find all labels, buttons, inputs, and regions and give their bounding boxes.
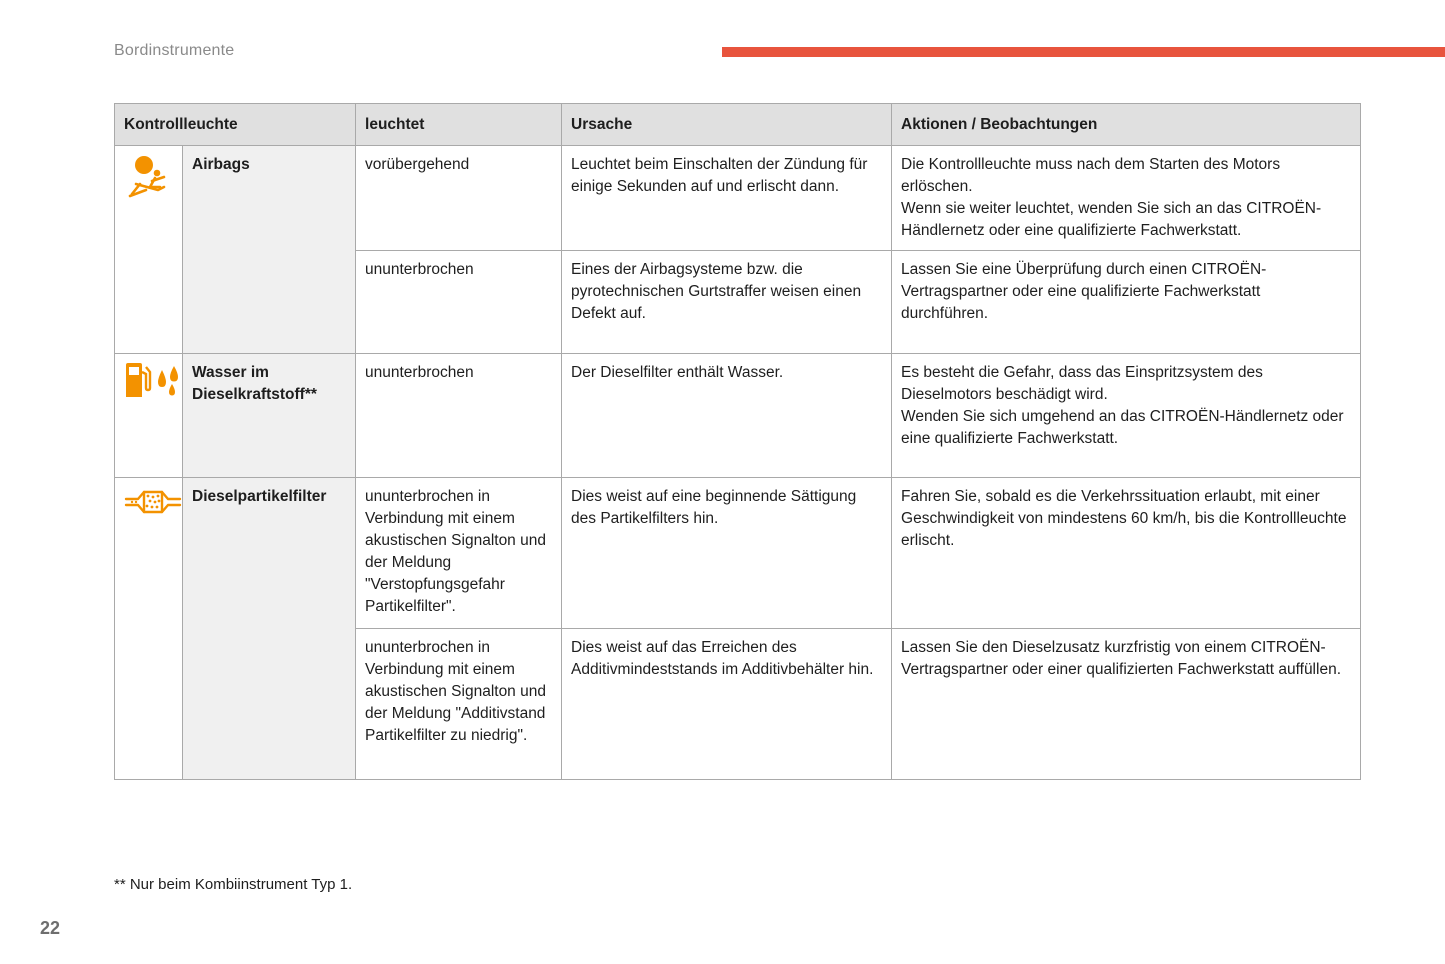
aktionen-cell: Die Kontrollleuchte muss nach dem Starten des Motors erlöschen. Wenn sie weiter leuchtet, wenden Sie sich an das CITROËN-Händlernetz oder eine qualifizierte Fachwerkstatt. <box>892 146 1361 251</box>
water-in-fuel-icon-cell <box>115 354 183 478</box>
section-title: Bordinstrumente <box>114 42 235 59</box>
particle-filter-icon <box>124 486 182 518</box>
footnote: ** Nur beim Kombiinstrument Typ 1. <box>114 876 353 893</box>
leuchtet-cell: ununterbrochen in Verbindung mit einem akustischen Signalton und der Meldung "Verstopfungsgefahr Partikelfilter". <box>356 478 562 629</box>
column-header-kontrollleuchte: Kontrollleuchte <box>115 104 356 146</box>
aktionen-cell: Lassen Sie eine Überprüfung durch einen CITROËN-Vertragspartner oder eine qualifizierte Fachwerkstatt durchführen. <box>892 251 1361 354</box>
column-header-leuchtet: leuchtet <box>356 104 562 146</box>
page-number: 22 <box>40 918 61 938</box>
warning-lights-table <box>114 103 1361 780</box>
ursache-cell: Dies weist auf eine beginnende Sättigung des Partikelfilters hin. <box>562 478 892 629</box>
table-row <box>115 146 1361 251</box>
aktionen-cell: Es besteht die Gefahr, dass das Einspritzsystem des Dieselmotors beschädigt wird. Wenden Sie sich umgehend an das CITROËN-Händlernetz oder eine qualifizierte Fachwerkstatt. <box>892 354 1361 478</box>
table-row <box>115 354 1361 478</box>
leuchtet-cell: ununterbrochen <box>356 354 562 478</box>
warning-name-wasser: Wasser im Dieselkraftstoff** <box>183 354 356 478</box>
leuchtet-cell: ununterbrochen in Verbindung mit einem akustischen Signalton und der Meldung "Additivstand Partikelfilter zu niedrig". <box>356 629 562 780</box>
water-in-fuel-icon <box>124 362 182 398</box>
warning-name-airbags: Airbags <box>183 146 356 354</box>
ursache-cell: Dies weist auf das Erreichen des Additivmindeststands im Additivbehälter hin. <box>562 629 892 780</box>
ursache-cell: Leuchtet beim Einschalten der Zündung für einige Sekunden auf und erlischt dann. <box>562 146 892 251</box>
table-row <box>115 478 1361 629</box>
leuchtet-cell: vorübergehend <box>356 146 562 251</box>
ursache-cell: Der Dieselfilter enthält Wasser. <box>562 354 892 478</box>
table-header-row <box>115 104 1361 146</box>
aktionen-cell: Lassen Sie den Dieselzusatz kurzfristig von einem CITROËN-Vertragspartner oder einer qualifizierten Fachwerkstatt auffüllen. <box>892 629 1361 780</box>
aktionen-cell: Fahren Sie, sobald es die Verkehrssituation erlaubt, mit einer Geschwindigkeit von mindestens 60 km/h, bis die Kontrollleuchte erlischt. <box>892 478 1361 629</box>
header-accent-bar <box>722 47 1445 57</box>
column-header-ursache: Ursache <box>562 104 892 146</box>
airbag-icon-cell <box>115 146 183 354</box>
warning-name-dieselpartikelfilter: Dieselpartikelfilter <box>183 478 356 780</box>
airbag-warning-icon <box>124 154 172 198</box>
column-header-aktionen: Aktionen / Beobachtungen <box>892 104 1361 146</box>
particle-filter-icon-cell <box>115 478 183 780</box>
leuchtet-cell: ununterbrochen <box>356 251 562 354</box>
ursache-cell: Eines der Airbagsysteme bzw. die pyrotechnischen Gurtstraffer weisen einen Defekt auf. <box>562 251 892 354</box>
